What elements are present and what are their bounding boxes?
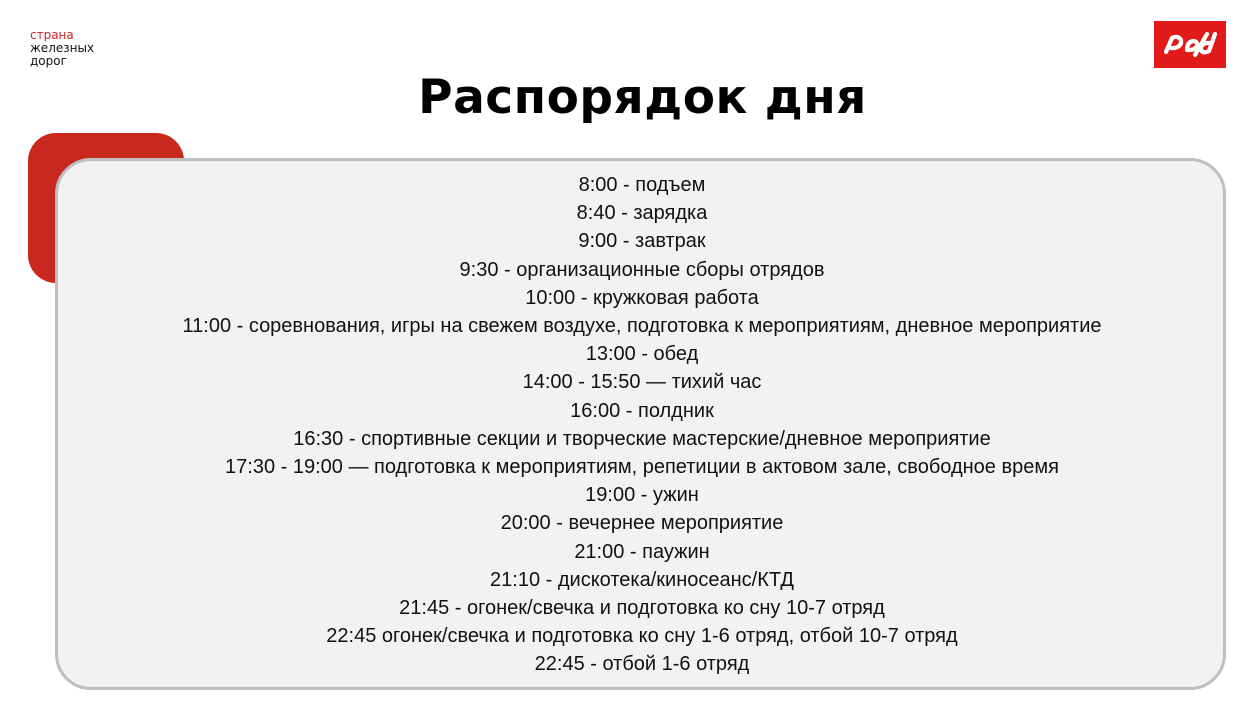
schedule-item: 10:00 - кружковая работа xyxy=(525,286,759,309)
rzd-logo-icon xyxy=(1154,21,1226,68)
schedule-item: 16:00 - полдник xyxy=(570,399,714,422)
schedule-item: 8:40 - зарядка xyxy=(576,202,708,225)
schedule-item: 16:30 - спортивные секции и творческие мастерские/дневное мероприятие xyxy=(293,427,991,450)
brand-line-3: дорог xyxy=(30,54,67,68)
schedule-list xyxy=(55,171,1229,679)
schedule-item: 22:45 - отбой 1-6 отряд xyxy=(534,653,750,676)
schedule-item: 21:45 - огонек/свечка и подготовка ко сну 10-7 отряд xyxy=(399,597,885,620)
schedule-item: 9:00 - завтрак xyxy=(578,230,706,253)
schedule-item: 19:00 - ужин xyxy=(585,484,699,507)
brand-line-2: железных xyxy=(30,41,95,55)
schedule-item: 13:00 - обед xyxy=(585,343,699,366)
schedule-item: 21:10 - дискотека/киносеанс/КТД xyxy=(490,568,794,591)
brand-line-1: страна xyxy=(30,28,74,42)
schedule-item: 14:00 - 15:50 — тихий час xyxy=(522,371,762,394)
schedule-item: 8:00 - подъем xyxy=(578,174,706,196)
page-title: Распорядок дня xyxy=(418,70,867,125)
schedule-item: 9:30 - организационные сборы отрядов xyxy=(459,258,825,281)
brand-wordmark xyxy=(30,29,94,68)
schedule-item: 22:45 огонек/свечка и подготовка ко сну 1-6 отряд, отбой 10-7 отряд xyxy=(326,625,958,648)
schedule-item: 20:00 - вечернее мероприятие xyxy=(500,512,784,535)
schedule-item: 21:00 - паужин xyxy=(574,540,710,563)
schedule-item: 17:30 - 19:00 — подготовка к мероприятиям, репетиции в актовом зале, свободное время xyxy=(225,456,1059,479)
schedule-item: 11:00 - соревнования, игры на свежем воздухе, подготовка к мероприятиям, дневное мероприятие xyxy=(182,315,1102,338)
